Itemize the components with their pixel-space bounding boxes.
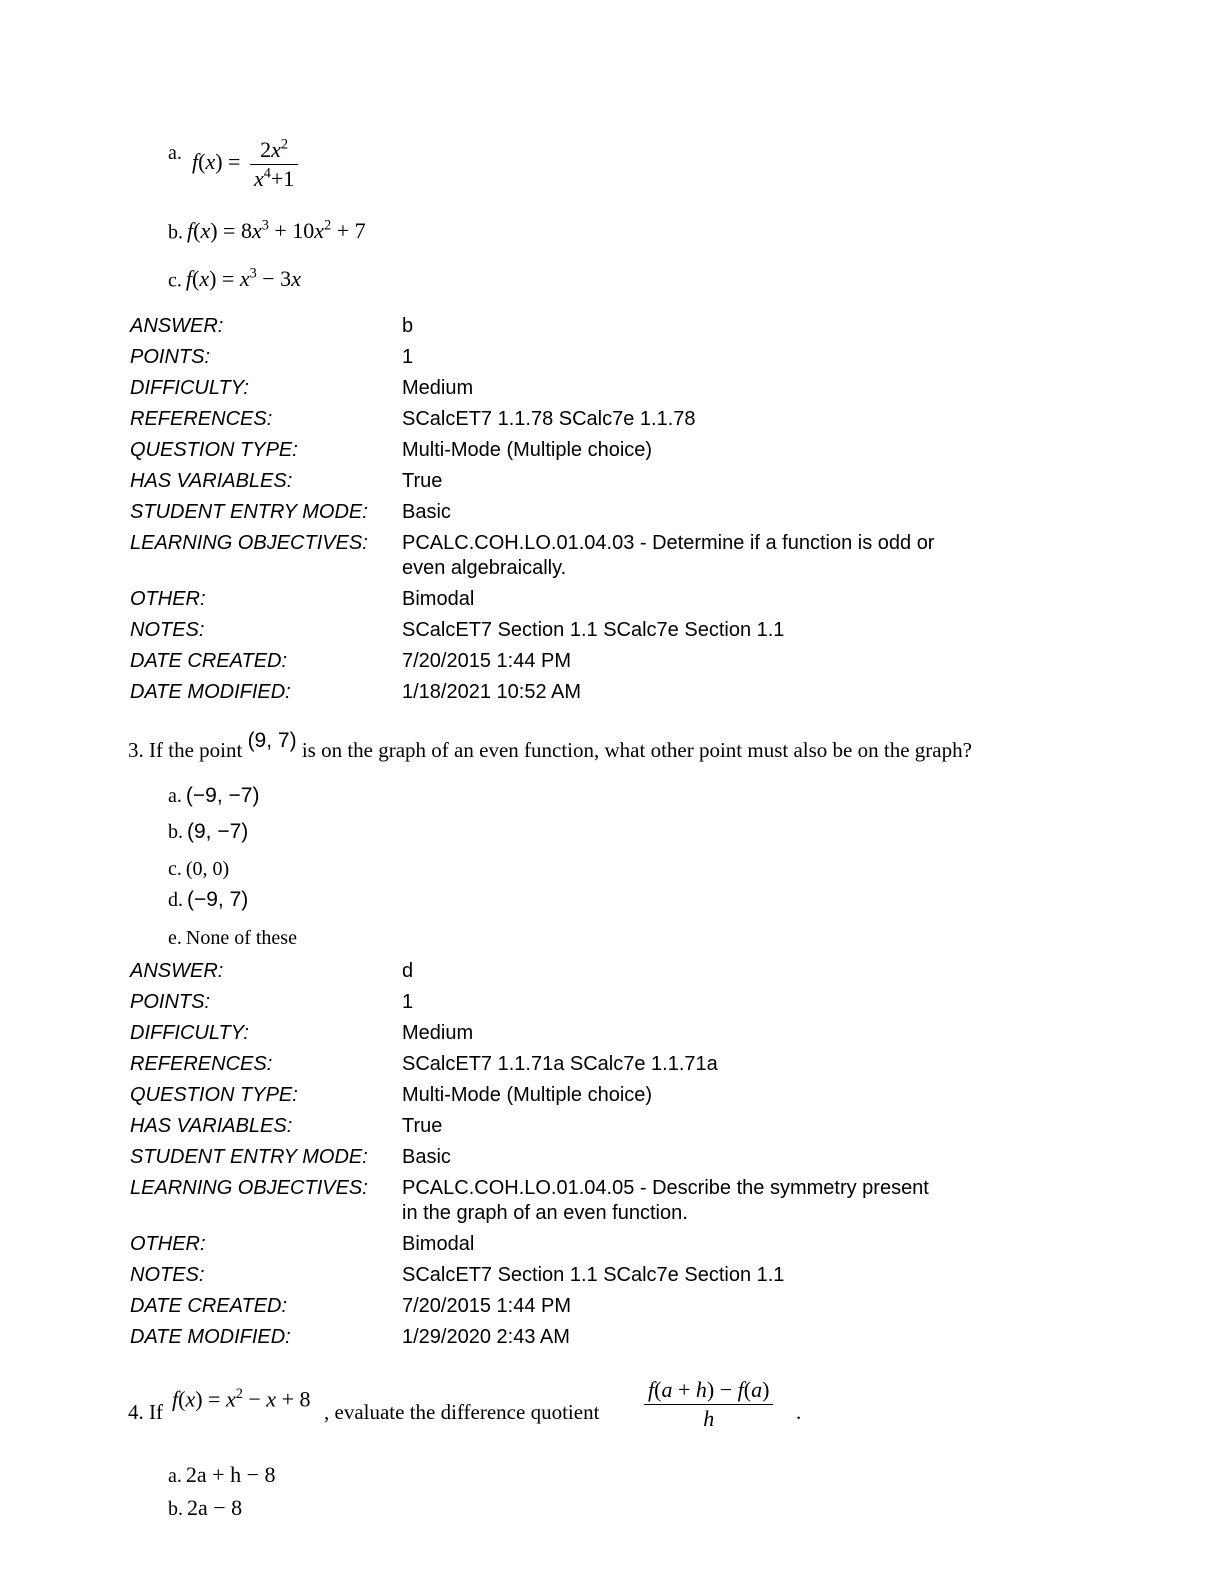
meta-key: LEARNING OBJECTIVES:	[130, 1177, 368, 1199]
meta-row	[130, 1049, 1090, 1080]
q2-metadata-table	[130, 311, 1090, 708]
q3-point: (9, 7)	[247, 729, 297, 752]
meta-row	[130, 615, 1090, 646]
meta-value: Medium	[402, 377, 474, 399]
meta-value: Bimodal	[402, 588, 475, 610]
meta-value: True	[402, 470, 443, 492]
meta-value: SCalcET7 1.1.71a SCalc7e 1.1.71a	[402, 1053, 718, 1075]
meta-row	[130, 404, 1090, 435]
q2-option-b-formula: $f(x) = 8x^3 + 10x^2 + 7$	[187, 218, 366, 244]
meta-key: REFERENCES:	[130, 1053, 273, 1075]
meta-row	[130, 1080, 1090, 1111]
meta-key: DIFFICULTY:	[130, 377, 249, 399]
meta-value: Basic	[402, 501, 451, 523]
meta-row	[130, 435, 1090, 466]
meta-key: HAS VARIABLES:	[130, 470, 293, 492]
meta-key: OTHER:	[130, 1233, 206, 1255]
meta-value: 1/18/2021 10:52 AM	[402, 681, 582, 703]
meta-row	[130, 1229, 1090, 1260]
q4-difference-quotient: $\frac{f(a + h) - f(a)}{h}$	[644, 1376, 773, 1432]
q3-option-e	[168, 927, 297, 950]
meta-key: NOTES:	[130, 619, 205, 641]
option-letter: b.	[168, 821, 183, 843]
q2-option-b	[168, 218, 366, 244]
option-text: (0, 0)	[185, 858, 230, 880]
meta-value: d	[402, 960, 414, 982]
meta-row	[130, 646, 1090, 677]
option-letter: a.	[168, 1465, 182, 1487]
option-text: None of these	[185, 927, 297, 949]
meta-key: LEARNING OBJECTIVES:	[130, 532, 368, 554]
meta-key: DIFFICULTY:	[130, 1022, 249, 1044]
option-letter: b.	[168, 1498, 183, 1520]
meta-value: Bimodal	[402, 1233, 475, 1255]
q3-option-b	[168, 820, 248, 844]
meta-row	[130, 373, 1090, 404]
meta-key: NOTES:	[130, 1264, 205, 1286]
q4-option-b	[168, 1495, 242, 1521]
meta-value: b	[402, 315, 414, 337]
meta-row	[130, 987, 1090, 1018]
meta-row	[130, 528, 1090, 584]
meta-value: Multi-Mode (Multiple choice)	[402, 439, 653, 461]
meta-value: Multi-Mode (Multiple choice)	[402, 1084, 653, 1106]
meta-key: DATE MODIFIED:	[130, 681, 291, 703]
meta-row	[130, 677, 1090, 708]
option-letter: b.	[168, 221, 183, 244]
meta-value: 7/20/2015 1:44 PM	[402, 650, 572, 672]
meta-key: QUESTION TYPE:	[130, 439, 298, 461]
q2-option-c	[168, 266, 301, 292]
option-letter: a.	[168, 785, 182, 807]
q3-metadata-table	[130, 956, 1090, 1353]
meta-value: PCALC.COH.LO.01.04.05 - Describe the symmetry present in the graph of an even function.	[402, 1177, 929, 1224]
q4-function: $f(x) = x^2 - x + 8$	[172, 1386, 311, 1412]
option-text: 2a − 8	[187, 1495, 243, 1520]
q3-option-c	[168, 858, 229, 881]
option-letter: a.	[168, 142, 182, 164]
meta-row	[130, 1142, 1090, 1173]
meta-value: 1	[402, 346, 414, 368]
meta-row	[130, 342, 1090, 373]
q3-suffix: is on the graph of an even function, what other point must also be on the graph?	[301, 738, 972, 762]
meta-value: SCalcET7 1.1.78 SCalc7e 1.1.78	[402, 408, 696, 430]
meta-row	[130, 956, 1090, 987]
meta-key: DATE MODIFIED:	[130, 1326, 291, 1348]
meta-row	[130, 1018, 1090, 1049]
option-letter: c.	[168, 858, 182, 880]
option-letter: c.	[168, 269, 182, 292]
q3-option-d	[168, 888, 248, 912]
meta-key: ANSWER:	[130, 960, 224, 982]
meta-key: DATE CREATED:	[130, 1295, 288, 1317]
meta-row	[130, 497, 1090, 528]
q3-option-a	[168, 784, 259, 808]
meta-row	[130, 1173, 1090, 1229]
meta-key: REFERENCES:	[130, 408, 273, 430]
meta-key: ANSWER:	[130, 315, 224, 337]
option-text: 2a + h − 8	[185, 1462, 276, 1487]
q4-end: .	[796, 1400, 802, 1424]
meta-key: STUDENT ENTRY MODE:	[130, 1146, 368, 1168]
meta-key: HAS VARIABLES:	[130, 1115, 293, 1137]
option-text: (9, −7)	[187, 820, 249, 843]
meta-key: DATE CREATED:	[130, 650, 288, 672]
meta-key: STUDENT ENTRY MODE:	[130, 501, 368, 523]
meta-key: QUESTION TYPE:	[130, 1084, 298, 1106]
q4-option-a	[168, 1462, 275, 1488]
q2-option-a-formula: f(x) = $\frac{2x^2}{x^4+1}$	[192, 136, 298, 192]
option-letter: e.	[168, 927, 182, 949]
meta-row	[130, 1291, 1090, 1322]
meta-value: SCalcET7 Section 1.1 SCalc7e Section 1.1	[402, 619, 785, 641]
option-text: (−9, 7)	[187, 888, 249, 911]
meta-row	[130, 311, 1090, 342]
meta-key: POINTS:	[130, 991, 211, 1013]
meta-value: PCALC.COH.LO.01.04.03 - Determine if a function is odd or even algebraically.	[402, 532, 935, 579]
option-text: (−9, −7)	[185, 784, 260, 807]
meta-row	[130, 1260, 1090, 1291]
q4-prefix: 4. If	[128, 1400, 163, 1424]
meta-key: OTHER:	[130, 588, 206, 610]
q3-prompt	[128, 729, 972, 763]
meta-value: SCalcET7 Section 1.1 SCalc7e Section 1.1	[402, 1264, 785, 1286]
meta-key: POINTS:	[130, 346, 211, 368]
q3-prefix: 3. If the point	[128, 738, 243, 762]
meta-value: Medium	[402, 1022, 474, 1044]
q4-middle: , evaluate the difference quotient	[324, 1400, 600, 1424]
meta-value: 1	[402, 991, 414, 1013]
meta-value: True	[402, 1115, 443, 1137]
option-letter: d.	[168, 889, 183, 911]
meta-row	[130, 584, 1090, 615]
meta-row	[130, 1111, 1090, 1142]
meta-value: 7/20/2015 1:44 PM	[402, 1295, 572, 1317]
meta-row	[130, 1322, 1090, 1353]
meta-row	[130, 466, 1090, 497]
q2-option-c-formula: $f(x) = x^3 - 3x$	[185, 266, 301, 292]
meta-value: 1/29/2020 2:43 AM	[402, 1326, 570, 1348]
meta-value: Basic	[402, 1146, 451, 1168]
